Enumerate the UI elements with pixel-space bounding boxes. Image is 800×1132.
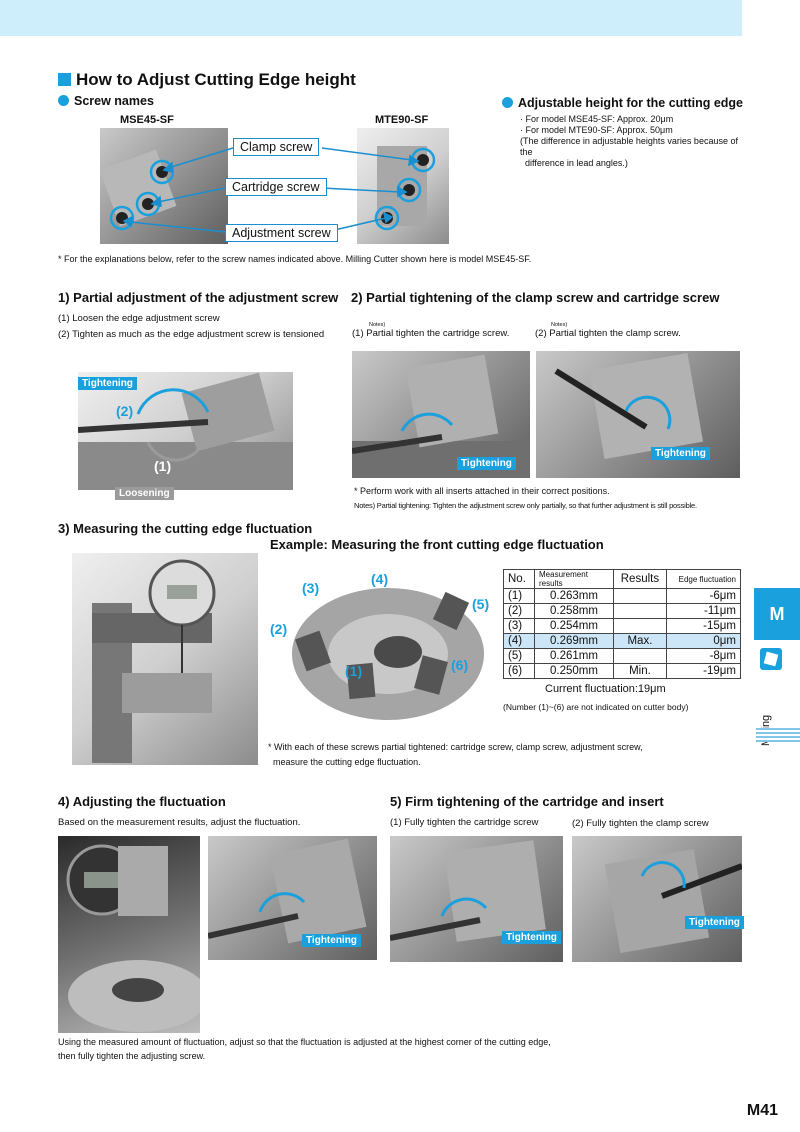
cell-fluctuation: -19μm xyxy=(666,664,740,679)
cutter-label-4: (4) xyxy=(371,571,389,587)
s1-tightening-tag: Tightening xyxy=(78,377,137,390)
cell-result xyxy=(614,649,667,664)
insert-glyph xyxy=(760,648,782,670)
cell-no: (4) xyxy=(504,634,535,649)
current-fluctuation: Current fluctuation:19μm xyxy=(545,683,666,695)
s5-tightening-tag-1: Tightening xyxy=(502,931,561,944)
clamp-screw-label: Clamp screw xyxy=(233,138,319,156)
cell-no: (3) xyxy=(504,619,535,634)
section-3-heading: 3) Measuring the cutting edge fluctuation xyxy=(58,521,313,536)
cell-fluctuation: 0μm xyxy=(666,634,740,649)
table-row-max xyxy=(504,634,741,649)
s1-step-1: (1) Loosen the edge adjustment screw xyxy=(58,313,220,324)
th-fluctuation: Edge fluctuation xyxy=(666,570,740,589)
table-row xyxy=(504,619,741,634)
cell-result: Min. xyxy=(614,664,667,679)
s2-notes-marker-2: Notes) xyxy=(551,322,568,328)
table-row xyxy=(504,604,741,619)
cell-no: (6) xyxy=(504,664,535,679)
s5-tightening-tag-2: Tightening xyxy=(685,916,744,929)
s1-label-1: (1) xyxy=(154,458,172,474)
s3-note-1: * With each of these screws partial tightened: cartridge screw, clamp screw, adjustment screw, xyxy=(268,742,643,752)
th-results: Results xyxy=(614,570,667,589)
adjustable-line-1: · For model MSE45-SF: Approx. 20μm xyxy=(520,114,674,124)
adjustable-line-3: (The difference in adjustable heights varies because of the xyxy=(520,136,738,157)
th-measurement: Measurement results xyxy=(535,570,614,589)
cutter-body-illustration xyxy=(288,578,488,730)
table-row xyxy=(504,589,741,604)
dial-gauge-illustration xyxy=(72,553,258,765)
cutter-label-5: (5) xyxy=(472,596,490,612)
section-tab-m[interactable]: M xyxy=(754,588,800,640)
s5-step-1: (1) Fully tighten the cartridge screw xyxy=(390,817,539,828)
s4-tightening-tag: Tightening xyxy=(302,934,361,947)
s2-note-b: Notes) Partial tightening: Tighten the adjustment screw only partially, so that further adjustment is still possible. xyxy=(354,501,697,510)
adjustment-screw-label: Adjustment screw xyxy=(225,224,338,242)
s4-footer-1: Using the measured amount of fluctuation, adjust so that the fluctuation is adjusted at the highest corner of the cutting edge, xyxy=(58,1037,551,1047)
cell-result xyxy=(614,589,667,604)
adjustable-line-2: · For model MTE90-SF: Approx. 50μm xyxy=(520,125,673,135)
s3-note-2: measure the cutting edge fluctuation. xyxy=(273,757,421,767)
section-2-heading: 2) Partial tightening of the clamp screw and cartridge screw xyxy=(351,290,720,305)
cartridge-screw-label: Cartridge screw xyxy=(225,178,327,196)
cell-result xyxy=(614,604,667,619)
model-label-right: MTE90-SF xyxy=(375,114,429,126)
circle-bullet-icon xyxy=(502,97,513,108)
page-number: M41 xyxy=(746,1102,778,1119)
th-no: No. xyxy=(504,570,535,589)
cutter-label-2: (2) xyxy=(270,621,288,637)
s4-text: Based on the measurement results, adjust the fluctuation. xyxy=(58,817,301,828)
cell-measurement: 0.258mm xyxy=(535,604,614,619)
cutter-label-6: (6) xyxy=(451,657,469,673)
s2-note-a: * Perform work with all inserts attached in their correct positions. xyxy=(354,486,610,496)
s2-step-1: (1) Partial tighten the cartridge screw. xyxy=(352,328,510,339)
cell-measurement: 0.250mm xyxy=(535,664,614,679)
s1-loosening-tag: Loosening xyxy=(115,487,174,500)
cell-measurement: 0.254mm xyxy=(535,619,614,634)
s5-step-2: (2) Fully tighten the clamp screw xyxy=(572,818,709,829)
s4-gauge-illustration xyxy=(58,836,200,1033)
insert-icon xyxy=(760,648,782,670)
adjustable-notes xyxy=(520,114,745,169)
s5-photo-2 xyxy=(572,836,742,962)
model-label-left: MSE45-SF xyxy=(120,114,174,126)
cell-fluctuation: -8μm xyxy=(666,649,740,664)
numbers-note: (Number (1)~(6) are not indicated on cutter body) xyxy=(503,702,689,712)
cutter-photo xyxy=(288,578,488,730)
table-header-row xyxy=(504,570,741,589)
s1-step-2: (2) Tighten as much as the edge adjustment screw is tensioned xyxy=(58,329,325,340)
s4-footer-2: then fully tighten the adjusting screw. xyxy=(58,1051,206,1061)
screw-names-heading: Screw names xyxy=(58,94,154,108)
cell-no: (2) xyxy=(504,604,535,619)
adjustable-heading: Adjustable height for the cutting edge xyxy=(502,96,743,110)
s2-step-2: (2) Partial tighten the clamp screw. xyxy=(535,328,681,339)
cell-no: (1) xyxy=(504,589,535,604)
side-stripes xyxy=(756,728,800,742)
table-row xyxy=(504,664,741,679)
cell-no: (5) xyxy=(504,649,535,664)
section-1-heading: 1) Partial adjustment of the adjustment screw xyxy=(58,290,339,305)
s2-notes-marker-1: Notes) xyxy=(369,322,386,328)
cell-result xyxy=(614,619,667,634)
section-5-heading: 5) Firm tightening of the cartridge and insert xyxy=(390,794,664,809)
page-title: How to Adjust Cutting Edge height xyxy=(58,70,356,90)
cell-measurement: 0.263mm xyxy=(535,589,614,604)
s1-label-2: (2) xyxy=(116,403,134,419)
cell-fluctuation: -6μm xyxy=(666,589,740,604)
s4-photo-1 xyxy=(58,836,200,1033)
adjustable-line-4: difference in lead angles.) xyxy=(525,158,628,168)
cell-measurement: 0.261mm xyxy=(535,649,614,664)
cell-fluctuation: -11μm xyxy=(666,604,740,619)
s2-tightening-tag-1: Tightening xyxy=(457,457,516,470)
cutter-label-3: (3) xyxy=(302,580,320,596)
s3-example-heading: Example: Measuring the front cutting edge fluctuation xyxy=(270,537,604,552)
cell-measurement: 0.269mm xyxy=(535,634,614,649)
s2-tightening-tag-2: Tightening xyxy=(651,447,710,460)
cell-fluctuation: -15μm xyxy=(666,619,740,634)
screw-names-footnote: * For the explanations below, refer to the screw names indicated above. Milling Cutter shown here is model MSE45-SF. xyxy=(58,254,532,264)
section-4-heading: 4) Adjusting the fluctuation xyxy=(58,794,226,809)
measurement-table xyxy=(503,569,741,679)
dial-gauge-photo xyxy=(72,553,258,765)
cutter-label-1: (1) xyxy=(345,663,363,679)
cell-result: Max. xyxy=(614,634,667,649)
table-row xyxy=(504,649,741,664)
s5-clamp-illustration xyxy=(572,836,742,962)
